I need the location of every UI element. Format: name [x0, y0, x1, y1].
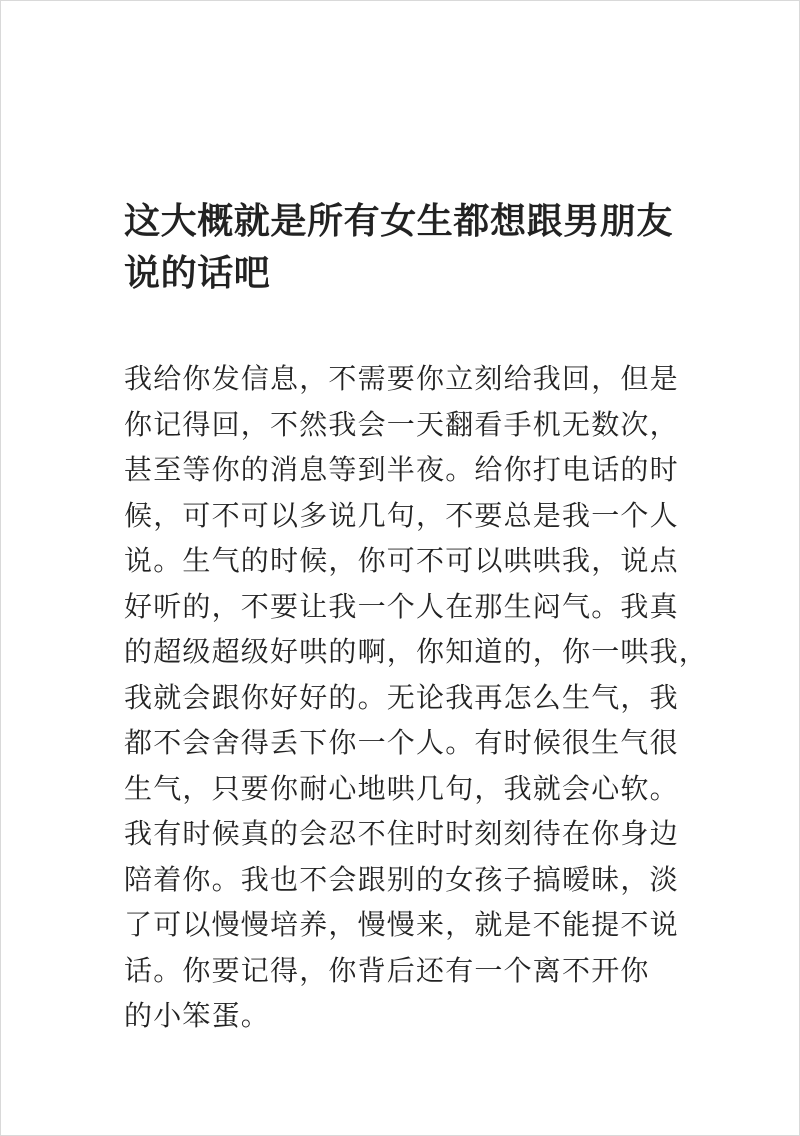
- body-line: 说。生气的时候，你可不可以哄哄我，说点: [124, 544, 679, 577]
- article: [124, 196, 709, 1039]
- body-line: 的小笨蛋。: [124, 999, 271, 1032]
- article-body: [124, 356, 709, 1039]
- body-line: 我就会跟你好好的。无论我再怎么生气，我: [124, 680, 679, 714]
- article-title: [124, 196, 684, 300]
- body-line: 了可以慢慢培养，慢慢来，就是不能提不说: [124, 908, 679, 941]
- body-line: 的超级超级好哄的啊，你知道的，你一哄我，: [124, 635, 709, 668]
- body-line: 甚至等你的消息等到半夜。给你打电话的时: [124, 453, 679, 486]
- body-line: 我给你发信息，不需要你立刻给我回，但是: [124, 362, 679, 395]
- title-line: 说的话吧: [124, 253, 271, 294]
- body-line: 你记得回，不然我会一天翻看手机无数次，: [124, 407, 679, 441]
- body-line: 生气，只要你耐心地哄几句，我就会心软。: [124, 771, 679, 805]
- body-line: 好听的，不要让我一个人在那生闷气。我真: [124, 589, 679, 623]
- body-line: 都不会舍得丢下你一个人。有时候很生气很: [124, 726, 679, 759]
- body-line: 陪着你。我也不会跟别的女孩子搞暧昧，淡: [124, 862, 679, 896]
- title-line: 这大概就是所有女生都想跟男朋友: [124, 201, 674, 242]
- body-line: 候，可不可以多说几句，不要总是我一个人: [124, 498, 679, 532]
- body-line: 话。你要记得，你背后还有一个离不开你: [124, 953, 650, 987]
- body-line: 我有时候真的会忍不住时时刻刻待在你身边: [124, 817, 679, 850]
